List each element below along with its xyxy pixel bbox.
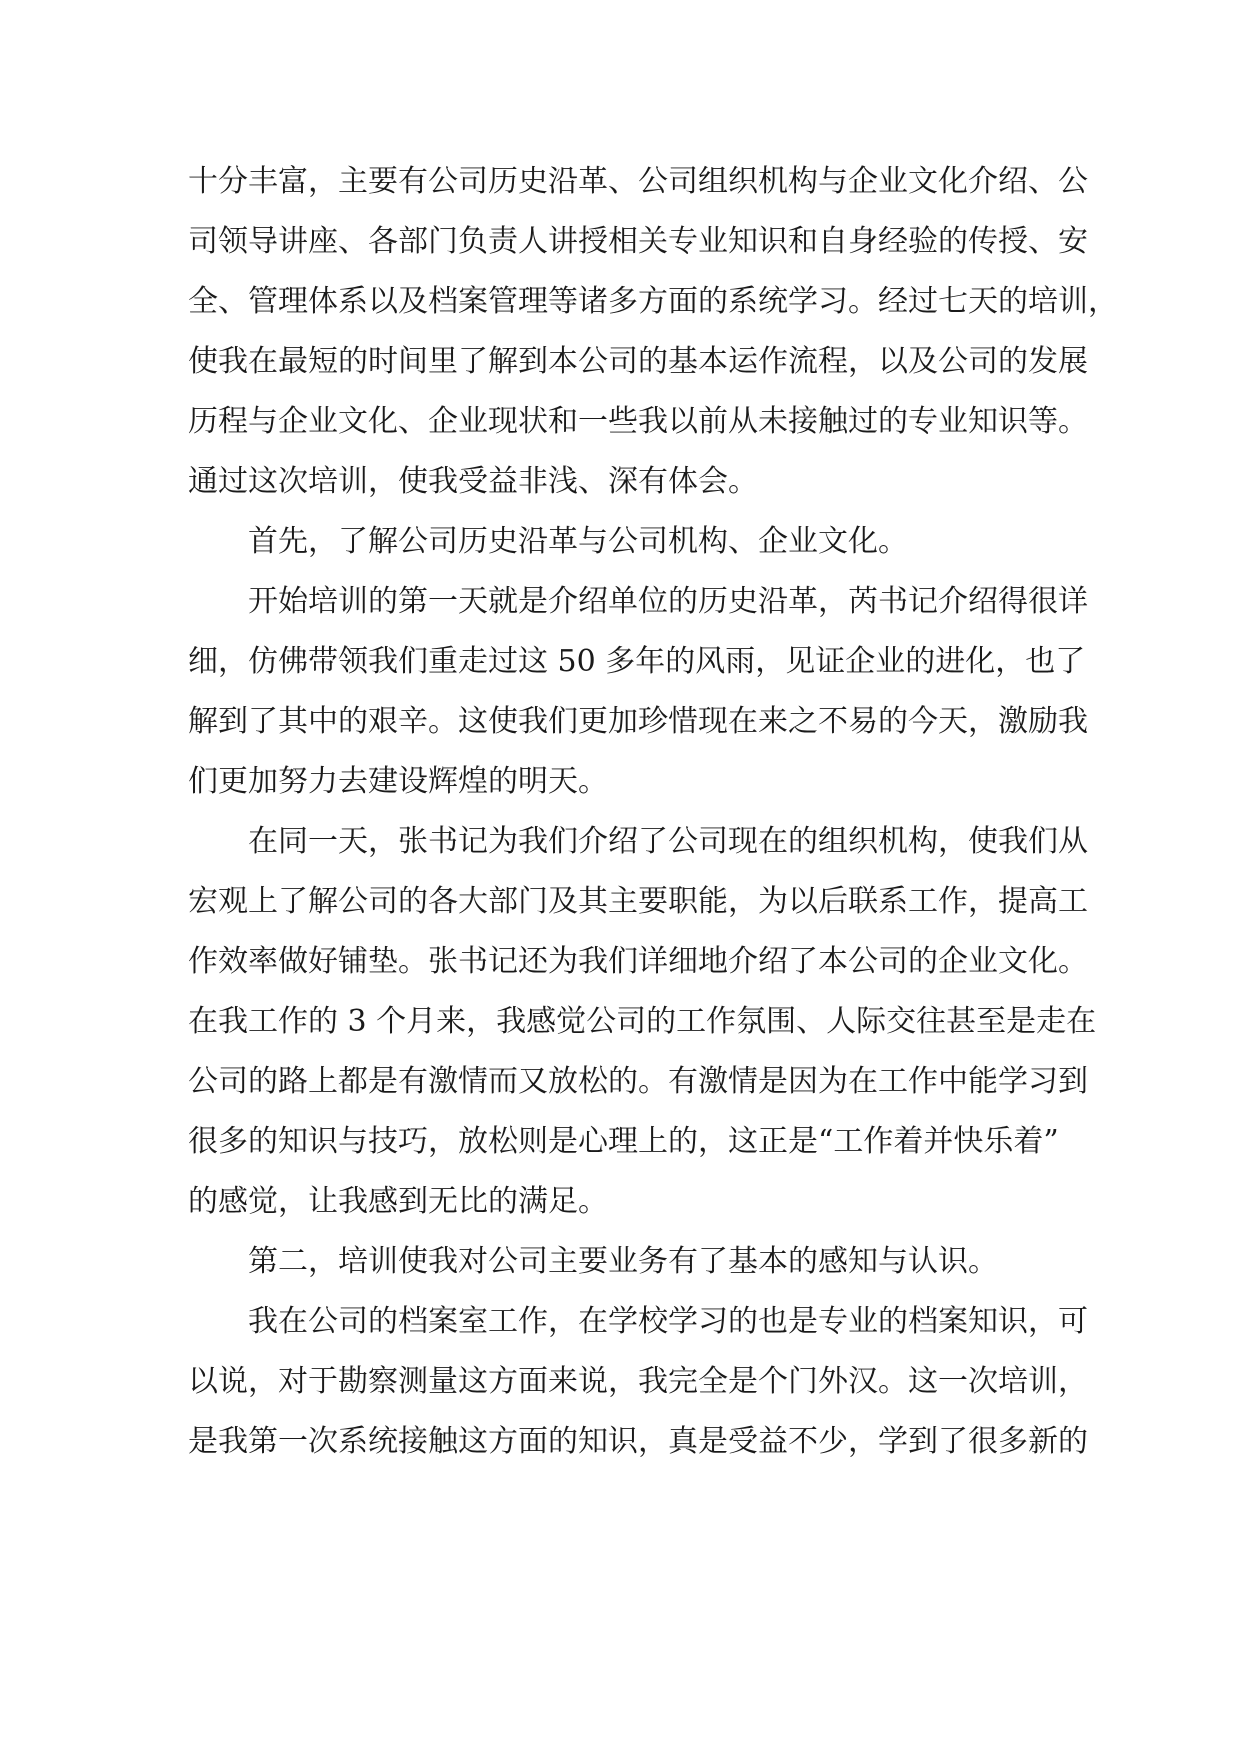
- text-line: 司领导讲座、各部门负责人讲授相关专业知识和自身经验的传授、安: [188, 224, 1088, 259]
- text-line: 们更加努力去建设辉煌的明天。: [188, 764, 608, 799]
- text-line: 是我第一次系统接触这方面的知识，真是受益不少，学到了很多新的: [188, 1424, 1088, 1459]
- text-line: 细，仿佛带领我们重走过这 50 多年的风雨，见证企业的进化，也了: [188, 644, 1086, 679]
- text-line: 的感觉，让我感到无比的满足。: [188, 1184, 608, 1219]
- text-line: 全、管理体系以及档案管理等诸多方面的系统学习。经过七天的培训，: [188, 284, 1118, 319]
- section-heading-line: 首先，了解公司历史沿革与公司机构、企业文化。: [248, 524, 908, 559]
- text-line: 宏观上了解公司的各大部门及其主要职能，为以后联系工作，提高工: [188, 884, 1088, 919]
- text-line: 使我在最短的时间里了解到本公司的基本运作流程，以及公司的发展: [188, 344, 1088, 379]
- text-line: 在我工作的 3 个月来，我感觉公司的工作氛围、人际交往甚至是走在: [188, 1004, 1097, 1039]
- text-line: 公司的路上都是有激情而又放松的。有激情是因为在工作中能学习到: [188, 1064, 1088, 1099]
- text-line: 作效率做好铺垫。张书记还为我们详细地介绍了本公司的企业文化。: [188, 944, 1088, 979]
- text-line: 解到了其中的艰辛。这使我们更加珍惜现在来之不易的今天，激励我: [188, 704, 1088, 739]
- section-heading-line: 第二，培训使我对公司主要业务有了基本的感知与认识。: [248, 1244, 998, 1279]
- text-line: 以说，对于勘察测量这方面来说，我完全是个门外汉。这一次培训，: [188, 1364, 1088, 1399]
- text-line: 历程与企业文化、企业现状和一些我以前从未接触过的专业知识等。: [188, 404, 1088, 439]
- text-line: 十分丰富，主要有公司历史沿革、公司组织机构与企业文化介绍、公: [188, 164, 1088, 199]
- body-text: [188, 152, 1118, 1472]
- text-line: 在同一天，张书记为我们介绍了公司现在的组织机构，使我们从: [248, 824, 1088, 859]
- text-line: 开始培训的第一天就是介绍单位的历史沿革，芮书记介绍得很详: [248, 584, 1088, 619]
- text-line: 我在公司的档案室工作，在学校学习的也是专业的档案知识，可: [248, 1304, 1088, 1339]
- text-line: 很多的知识与技巧，放松则是心理上的，这正是“工作着并快乐着”: [188, 1124, 1059, 1159]
- text-line: 通过这次培训，使我受益非浅、深有体会。: [188, 464, 758, 499]
